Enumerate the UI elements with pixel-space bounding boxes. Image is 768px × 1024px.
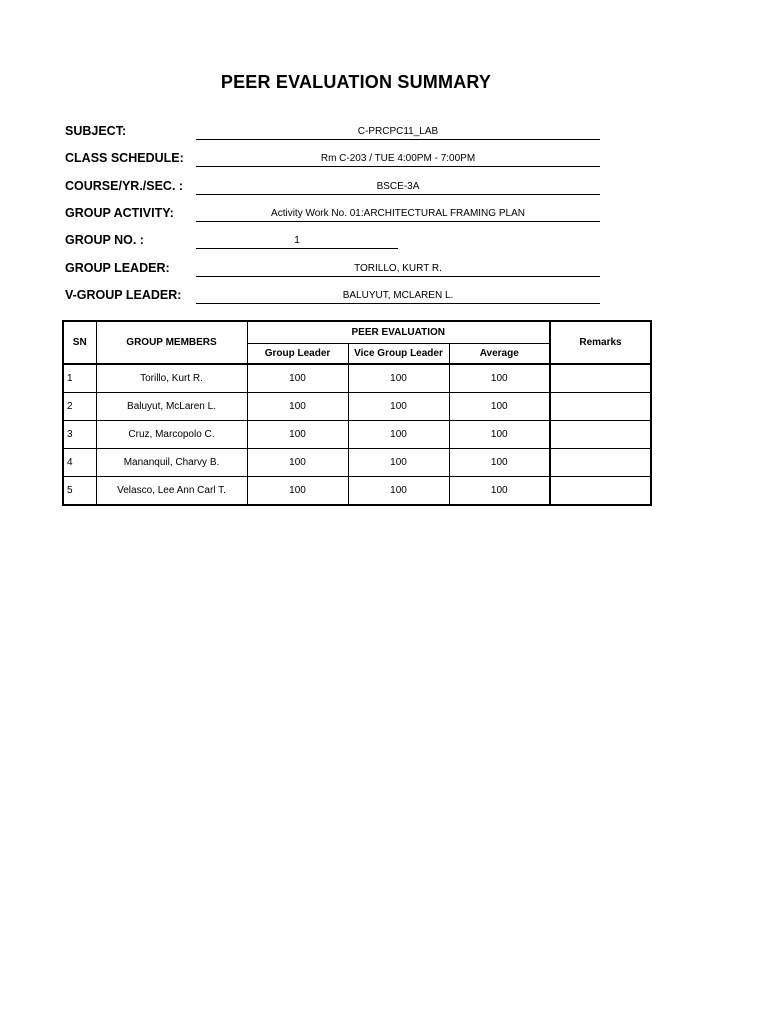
page-title: PEER EVALUATION SUMMARY <box>220 72 492 92</box>
cell-group-leader: 100 <box>247 421 348 449</box>
cell-vice-group-leader: 100 <box>348 449 449 477</box>
cell-name: Velasco, Lee Ann Carl T. <box>96 477 247 506</box>
cell-sn: 1 <box>63 364 96 393</box>
field-label: GROUP ACTIVITY: <box>65 206 174 220</box>
field-value: TORILLO, KURT R. <box>196 261 600 277</box>
cell-remarks <box>550 449 651 477</box>
header-sn: SN <box>63 321 96 364</box>
field-label: COURSE/YR./SEC. : <box>65 179 184 193</box>
table-row <box>63 393 651 421</box>
cell-group-leader: 100 <box>247 449 348 477</box>
cell-average: 100 <box>449 449 550 477</box>
cell-average: 100 <box>449 477 550 506</box>
cell-remarks <box>550 477 651 506</box>
field-label: CLASS SCHEDULE: <box>65 151 184 165</box>
cell-vice-group-leader: 100 <box>348 477 449 506</box>
field-label: V-GROUP LEADER: <box>65 288 182 302</box>
cell-vice-group-leader: 100 <box>348 364 449 393</box>
cell-name: Mananquil, Charvy B. <box>96 449 247 477</box>
header-remarks: Remarks <box>550 321 651 364</box>
table-row <box>63 364 651 393</box>
header-group-members: GROUP MEMBERS <box>96 321 247 364</box>
table-row <box>63 477 651 506</box>
cell-remarks <box>550 364 651 393</box>
field-label: GROUP LEADER: <box>65 261 170 275</box>
header-peer-evaluation: PEER EVALUATION <box>247 321 550 344</box>
header-average: Average <box>449 344 550 365</box>
field-label: GROUP NO. : <box>65 233 144 247</box>
cell-group-leader: 100 <box>247 477 348 506</box>
cell-average: 100 <box>449 364 550 393</box>
header-group-leader: Group Leader <box>247 344 348 365</box>
cell-average: 100 <box>449 393 550 421</box>
cell-average: 100 <box>449 421 550 449</box>
cell-sn: 5 <box>63 477 96 506</box>
table-row <box>63 421 651 449</box>
field-value: BSCE-3A <box>196 179 600 195</box>
cell-vice-group-leader: 100 <box>348 421 449 449</box>
peer-evaluation-table <box>62 320 652 506</box>
cell-vice-group-leader: 100 <box>348 393 449 421</box>
header-vice-group-leader: Vice Group Leader <box>348 344 449 365</box>
field-value: 1 <box>196 233 398 249</box>
cell-remarks <box>550 393 651 421</box>
field-value: Activity Work No. 01:ARCHITECTURAL FRAMING PLAN <box>196 206 600 222</box>
field-value: Rm C-203 / TUE 4:00PM - 7:00PM <box>196 151 600 167</box>
field-label: SUBJECT: <box>65 124 127 138</box>
field-value: C-PRCPC11_LAB <box>196 124 600 140</box>
cell-remarks <box>550 421 651 449</box>
cell-group-leader: 100 <box>247 364 348 393</box>
cell-sn: 3 <box>63 421 96 449</box>
cell-sn: 2 <box>63 393 96 421</box>
cell-sn: 4 <box>63 449 96 477</box>
cell-name: Torillo, Kurt R. <box>96 364 247 393</box>
cell-group-leader: 100 <box>247 393 348 421</box>
table-row <box>63 449 651 477</box>
field-value: BALUYUT, MCLAREN L. <box>196 288 600 304</box>
cell-name: Baluyut, McLaren L. <box>96 393 247 421</box>
cell-name: Cruz, Marcopolo C. <box>96 421 247 449</box>
